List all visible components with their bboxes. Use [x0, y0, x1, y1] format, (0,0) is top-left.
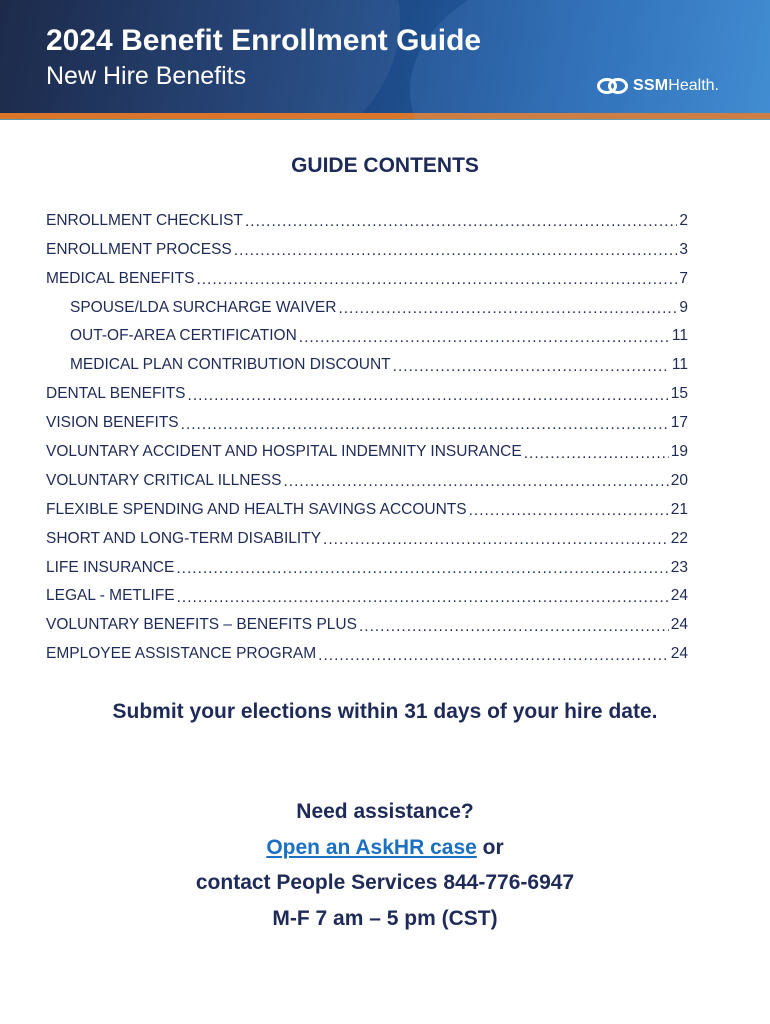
askhr-line: [0, 830, 770, 866]
toc-entry[interactable]: [46, 605, 688, 634]
accent-stripe-teal: [0, 119, 770, 120]
toc-entry-title: ENROLLMENT CHECKLIST: [46, 211, 243, 229]
toc-entry[interactable]: [46, 577, 688, 606]
toc-dot-leader: [524, 446, 669, 462]
toc-dot-leader: [359, 619, 669, 635]
table-of-contents: [46, 201, 688, 663]
toc-page-number: 15: [670, 385, 688, 403]
toc-entry-title: MEDICAL BENEFITS: [46, 269, 195, 287]
toc-entry-title: VOLUNTARY ACCIDENT AND HOSPITAL INDEMNITY INSURANCE: [46, 443, 522, 461]
document-title: 2024 Benefit Enrollment Guide: [46, 24, 482, 57]
toc-dot-leader: [245, 214, 677, 230]
toc-entry-title: EMPLOYEE ASSISTANCE PROGRAM: [46, 645, 317, 663]
toc-entry-title: LEGAL - METLIFE: [46, 587, 175, 605]
toc-page-number: 7: [679, 269, 688, 287]
toc-page-number: 24: [670, 587, 688, 605]
toc-dot-leader: [283, 474, 668, 490]
toc-page-number: 3: [679, 240, 688, 258]
toc-entry[interactable]: [46, 490, 688, 519]
assistance-section: [0, 794, 770, 936]
toc-entry[interactable]: [46, 259, 688, 288]
toc-dot-leader: [177, 590, 669, 606]
toc-entry[interactable]: [46, 461, 688, 490]
toc-entry-title: MEDICAL PLAN CONTRIBUTION DISCOUNT: [70, 356, 391, 374]
toc-entry-title: VOLUNTARY BENEFITS – BENEFITS PLUS: [46, 616, 357, 634]
toc-entry[interactable]: [46, 374, 688, 403]
toc-page-number: 9: [679, 298, 688, 316]
logo-text-strong: SSM: [633, 77, 669, 94]
toc-entry[interactable]: [46, 403, 688, 432]
toc-dot-leader: [323, 532, 669, 548]
toc-page-number: 22: [670, 529, 688, 547]
askhr-suffix: or: [476, 835, 504, 859]
askhr-link[interactable]: Open an AskHR case: [266, 835, 477, 859]
toc-dot-leader: [234, 243, 678, 259]
toc-entry-title: LIFE INSURANCE: [46, 558, 175, 576]
toc-page-number: 24: [670, 616, 688, 634]
toc-dot-leader: [188, 388, 669, 404]
toc-dot-leader: [176, 561, 668, 577]
ssm-health-logo: [597, 74, 719, 98]
toc-entry[interactable]: [46, 634, 688, 663]
toc-page-number: 23: [670, 558, 688, 576]
toc-dot-leader: [299, 330, 670, 346]
toc-page-number: 11: [671, 356, 688, 374]
toc-dot-leader: [196, 272, 677, 288]
toc-page-number: 19: [670, 443, 688, 461]
toc-dot-leader: [469, 503, 669, 519]
toc-entry-title: VISION BENEFITS: [46, 414, 179, 432]
ssm-logo-icon: [597, 75, 629, 97]
toc-entry[interactable]: [46, 201, 688, 230]
toc-entry-title: ENROLLMENT PROCESS: [46, 240, 232, 258]
toc-entry-title: SHORT AND LONG-TERM DISABILITY: [46, 529, 322, 547]
toc-dot-leader: [338, 301, 677, 317]
toc-subentry[interactable]: [46, 288, 688, 317]
toc-page-number: 17: [670, 414, 688, 432]
toc-entry[interactable]: [46, 519, 688, 548]
toc-entry-title: SPOUSE/LDA SURCHARGE WAIVER: [70, 298, 337, 316]
logo-text-light: Health.: [668, 77, 719, 94]
toc-dot-leader: [181, 417, 669, 433]
toc-entry-title: FLEXIBLE SPENDING AND HEALTH SAVINGS ACCOUNTS: [46, 500, 467, 518]
toc-dot-leader: [393, 359, 670, 375]
assistance-question: Need assistance?: [296, 800, 474, 823]
document-subtitle: New Hire Benefits: [46, 62, 247, 90]
toc-entry-title: DENTAL BENEFITS: [46, 385, 186, 403]
toc-entry[interactable]: [46, 432, 688, 461]
header-banner: [0, 0, 770, 120]
toc-page-number: 11: [671, 327, 688, 345]
contents-heading: GUIDE CONTENTS: [291, 154, 479, 177]
toc-subentry[interactable]: [46, 317, 688, 346]
toc-entry-title: OUT-OF-AREA CERTIFICATION: [70, 327, 297, 345]
toc-entry[interactable]: [46, 230, 688, 259]
toc-entry[interactable]: [46, 548, 688, 577]
toc-subentry[interactable]: [46, 345, 688, 374]
toc-dot-leader: [318, 648, 669, 664]
contact-line: contact People Services 844-776-6947: [195, 871, 575, 894]
toc-page-number: 21: [670, 500, 688, 518]
toc-page-number: 20: [670, 471, 688, 489]
hours-line: M-F 7 am – 5 pm (CST): [272, 906, 498, 930]
toc-page-number: 2: [679, 211, 688, 229]
submission-deadline-note: Submit your elections within 31 days of your hire date.: [112, 700, 658, 723]
toc-entry-title: VOLUNTARY CRITICAL ILLNESS: [46, 471, 282, 489]
toc-page-number: 24: [670, 645, 688, 663]
